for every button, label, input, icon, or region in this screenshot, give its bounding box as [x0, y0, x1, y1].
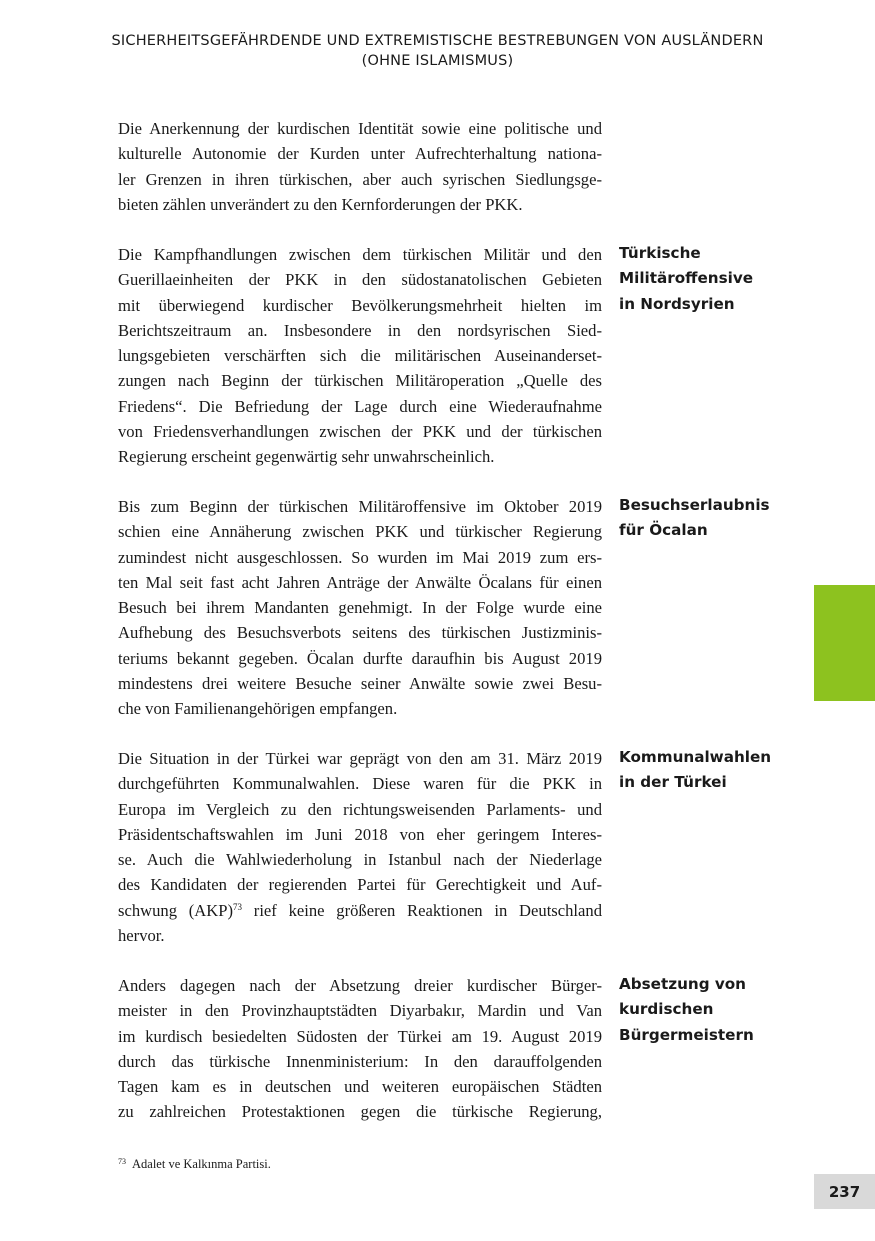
footnote-text: Adalet ve Kalkınma Partisi.	[132, 1157, 271, 1171]
text-line: durchgeführten Kommunalwahlen. Diese waren für die PKK in	[118, 774, 602, 794]
margin-note-line: Bürgermeistern	[619, 1025, 754, 1044]
paragraph-kommunalwahlen	[118, 746, 602, 948]
running-header-line-2: (OHNE ISLAMISMUS)	[361, 53, 514, 69]
footnote-reference: 73	[233, 901, 243, 912]
text-line: ler Grenzen in ihren türkischen, aber auch syrischen Siedlungsge-	[118, 169, 602, 189]
text-line: Bis zum Beginn der türkischen Militäroffensive im Oktober 2019	[118, 497, 602, 516]
text-line: des Kandidaten der regierenden Partei für Gerechtigkeit und Auf-	[118, 875, 602, 895]
margin-note-line: in Nordsyrien	[619, 294, 735, 313]
text-line: Die Kampfhandlungen zwischen dem türkischen Militär und den	[118, 245, 602, 264]
margin-note-absetzung	[619, 972, 779, 1048]
text-line: se. Auch die Wahlwiederholung in Istanbul nach der Niederlage	[118, 850, 602, 870]
text-line: Friedens“. Die Befriedung der Lage durch eine Wiederaufnahme	[118, 396, 602, 416]
margin-note-line: Kommunalwahlen	[619, 748, 772, 766]
text-line: mindestens drei weitere Besuche seiner Anwälte sowie zwei Besu-	[118, 674, 602, 694]
margin-note-line: Absetzung von	[619, 975, 746, 993]
page-number	[814, 1174, 875, 1209]
text-line: Präsidentschaftswahlen im Juni 2018 von eher geringem Interes-	[118, 824, 602, 844]
text-line: lungsgebieten verschärften sich die militärischen Auseinanderset-	[118, 346, 602, 366]
page-number-text: 237	[828, 1182, 861, 1201]
running-header-line-1: SICHERHEITSGEFÄHRDENDE UND EXTREMISTISCHE BESTREBUNGEN VON AUSLÄNDERN	[111, 33, 764, 49]
text-line: teriums bekannt gegeben. Öcalan durfte daraufhin bis August 2019	[118, 648, 602, 668]
text-line: Berichtszeitraum an. Insbesondere in den nordsyrischen Sied-	[118, 320, 602, 340]
text-line: von Friedensverhandlungen zwischen der PKK und der türkischen	[118, 422, 602, 442]
margin-note-line: in der Türkei	[619, 773, 727, 792]
text-line: ten Mal seit fast acht Jahren Anträge der Anwälte Öcalans für einen	[118, 572, 602, 592]
paragraph-besuchserlaubnis	[118, 494, 602, 722]
text-line: kulturelle Autonomie der Kurden unter Aufrechterhaltung nationa-	[118, 144, 602, 164]
margin-note-line: Besuchserlaubnis	[619, 496, 770, 514]
running-header	[0, 31, 875, 71]
footnote-mark: 73	[118, 1157, 126, 1166]
text-line: zu zahlreichen Protestaktionen gegen die türkische Regierung,	[118, 1102, 602, 1122]
text-line: zumindest nicht ausgeschlossen. So wurden im Mai 2019 zum ers-	[118, 547, 602, 567]
section-tab-marker	[814, 585, 875, 701]
text-line: schien eine Annäherung zwischen PKK und türkischer Regierung	[118, 522, 602, 542]
text-line: che von Familienangehörigen empfangen.	[118, 699, 398, 719]
text-line: zungen nach Beginn der türkischen Militäroperation „Quelle des	[118, 371, 602, 391]
text-line: Die Anerkennung der kurdischen Identität sowie eine politische und	[118, 119, 602, 138]
margin-note-besuchserlaubnis	[619, 493, 779, 544]
text-line: Aufhebung des Besuchsverbots seitens des türkischen Justizminis-	[118, 623, 602, 643]
text-line: Besuch bei ihrem Mandanten genehmigt. In der Folge wurde eine	[118, 598, 602, 618]
margin-note-line: Militäroffensive	[619, 269, 754, 288]
paragraph-kernforderungen	[118, 116, 602, 217]
text-line: hervor.	[118, 926, 165, 946]
text-line-with-footnote-ref	[118, 898, 602, 923]
text-line: Guerillaeinheiten der PKK in den südostanatolischen Gebieten	[118, 270, 602, 290]
text-line: bieten zählen unverändert zu den Kernforderungen der PKK.	[118, 194, 523, 214]
text-line: meister in den Provinzhauptstädten Diyarbakır, Mardin und Van	[118, 1001, 602, 1021]
text-line: durch das türkische Innenministerium: In den darauffolgenden	[118, 1051, 602, 1071]
paragraph-kampfhandlungen	[118, 242, 602, 470]
text-line: Anders dagegen nach der Absetzung dreier kurdischer Bürger-	[118, 976, 602, 995]
text-line: Europa im Vergleich zu den richtungsweisenden Parlaments- und	[118, 799, 602, 819]
text-line: Regierung erscheint gegenwärtig sehr unwahrscheinlich.	[118, 447, 495, 467]
margin-note-kommunalwahlen	[619, 745, 779, 796]
margin-note-line: kurdischen	[619, 1000, 714, 1019]
paragraph-absetzung	[118, 973, 602, 1125]
text-line: mit überwiegend kurdischer Bevölkerungsmehrheit hielten im	[118, 295, 602, 315]
margin-note-line: Türkische	[619, 244, 701, 262]
footnote	[118, 1153, 271, 1173]
margin-note-militaeroffensive	[619, 241, 779, 317]
text-fragment: rief keine größeren Reaktionen in Deutschland	[242, 900, 602, 920]
margin-note-line: für Öcalan	[619, 521, 708, 540]
text-line: im kurdisch besiedelten Südosten der Türkei am 19. August 2019	[118, 1026, 602, 1046]
text-line: Die Situation in der Türkei war geprägt von den am 31. März 2019	[118, 749, 602, 768]
text-fragment: schwung (AKP)	[118, 900, 234, 920]
text-line: Tagen kam es in deutschen und weiteren europäischen Städten	[118, 1077, 602, 1097]
